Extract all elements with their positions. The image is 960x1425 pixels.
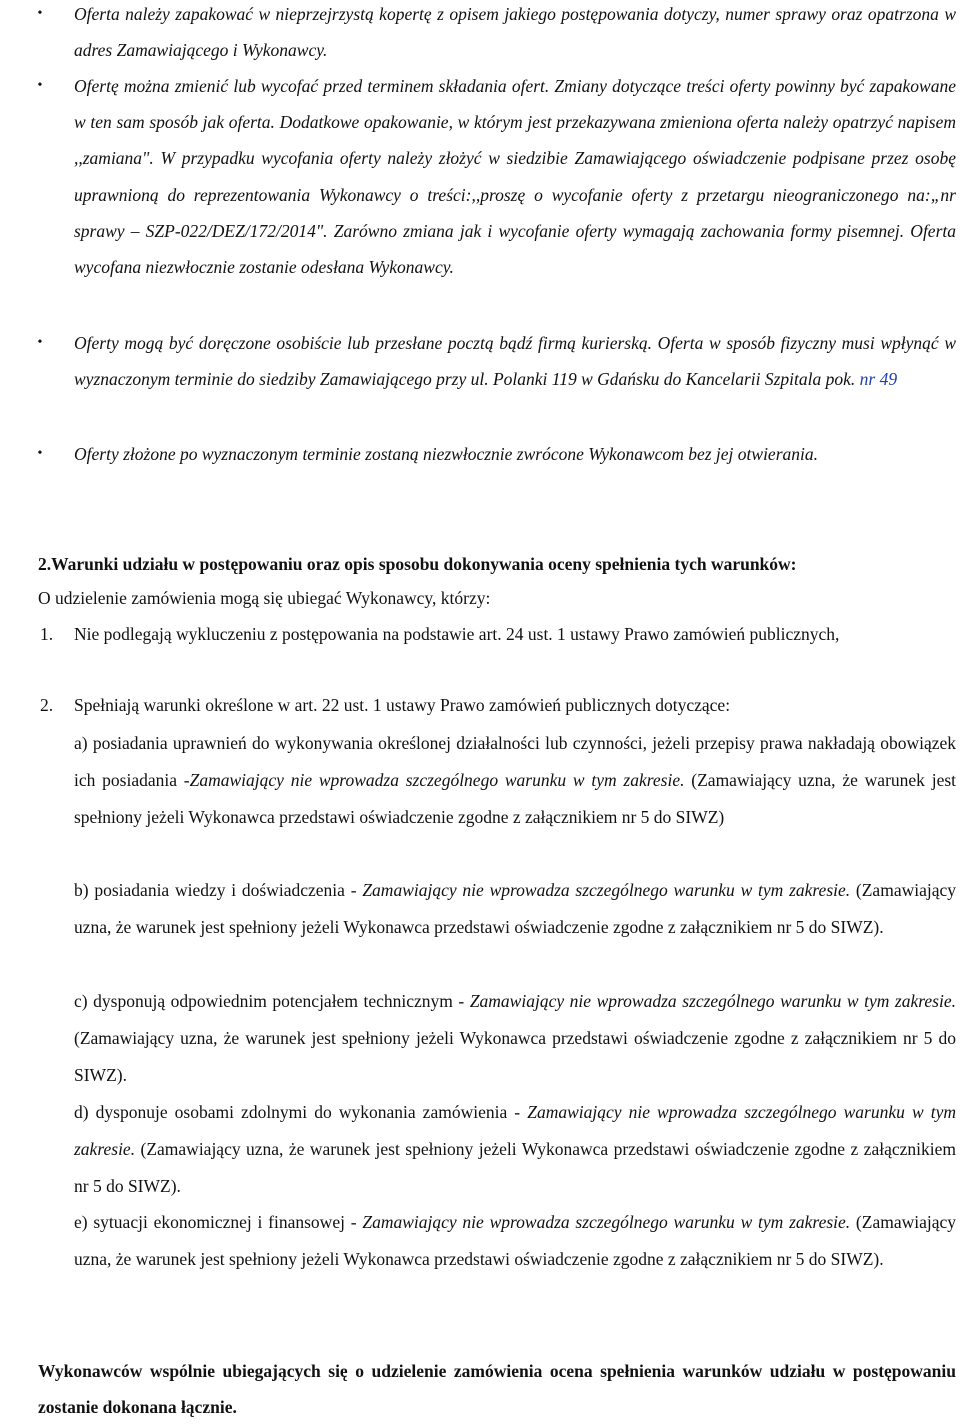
- numbered-item: [40, 688, 956, 723]
- bullet-text: Ofertę można zmienić lub wycofać przed terminem składania ofert. Zmiany dotyczące treści oferty powinny być zapakowane w ten sam sposób jak oferta. Dodatkowe opakowanie, w którym jest przekazywana zmieniona oferta należy opatrzyć napisem ,,zamiana". W przypadku wycofania oferty należy złożyć w siedzibie Zamawiającego oświadczenie podpisane przez osobę uprawnioną do reprezentowania Wykonawcy o treści:,,proszę o wycofanie oferty z przetargu nieograniczonego na:„nr sprawy – SZP-022/DEZ/172/2014". Zarówno zmiana jak i wycofanie oferty wymagają zachowania formy pisemnej. Oferta wycofana niezwłocznie zostanie odesłana Wykonawcy.: [74, 76, 956, 278]
- room-number: nr 49: [859, 369, 898, 390]
- bullet-icon: •: [37, 335, 43, 350]
- bullet-icon: •: [37, 78, 43, 93]
- condition-lead: d) dysponuje osobami zdolnymi do wykonania zamówienia -: [74, 1102, 528, 1122]
- bullet-icon: •: [37, 6, 43, 21]
- condition-italic: Zamawiający nie wprowadza szczególnego warunku w tym zakresie.: [74, 1102, 956, 1159]
- condition-note: (Zamawiający uzna, że warunek jest spełniony jeżeli Wykonawca przedstawi oświadczenie zgodne z załącznikiem nr 5 do SIWZ).: [74, 1138, 956, 1196]
- condition-italic: Zamawiający nie wprowadza szczególnego warunku w tym zakresie.: [189, 769, 685, 790]
- condition-lead: c) dysponują odpowiednim potencjałem technicznym -: [74, 991, 470, 1011]
- condition-lead: e) sytuacji ekonomicznej i finansowej -: [74, 1212, 363, 1232]
- numbered-item: [40, 617, 956, 652]
- condition-note: (Zamawiający uzna, że warunek jest spełniony jeżeli Wykonawca przedstawi oświadczenie zgodne z załącznikiem nr 5 do SIWZ): [74, 769, 957, 827]
- condition-italic: Zamawiający nie wprowadza szczególnego warunku w tym zakresie.: [469, 991, 956, 1011]
- bullet-item-packaging: [37, 0, 956, 68]
- item-number: 1.: [40, 624, 54, 644]
- condition-note: (Zamawiający uzna, że warunek jest spełniony jeżeli Wykonawca przedstawi oświadczenie zgodne z załącznikiem nr 5 do SIWZ).: [74, 880, 956, 937]
- condition-note: (Zamawiający uzna, że warunek jest spełniony jeżeli Wykonawca przedstawi oświadczenie zgodne z załącznikiem nr 5 do SIWZ).: [74, 1212, 957, 1269]
- condition-item-a: [74, 725, 956, 835]
- condition-lead: b) posiadania wiedzy i doświadczenia -: [74, 880, 363, 900]
- bullet-text: Oferty złożone po wyznaczonym terminie zostaną niezwłocznie zwrócone Wykonawcom bez jej otwierania.: [74, 444, 818, 464]
- item-text: Nie podlegają wykluczeniu z postępowania na podstawie art. 24 ust. 1 ustawy Prawo zamówień publicznych,: [74, 624, 840, 644]
- condition-note: (Zamawiający uzna, że warunek jest spełniony jeżeli Wykonawca przedstawi oświadczenie zgodne z załącznikiem nr 5 do SIWZ).: [74, 1027, 956, 1085]
- item-number: 2.: [40, 695, 54, 715]
- condition-lead: a) posiadania uprawnień do wykonywania określonej działalności lub czynności, jeżeli przepisy prawa nakładają obowiązek ich posiadania -: [74, 733, 956, 790]
- bullet-text: Oferty mogą być doręczone osobiście lub przesłane pocztą bądź firmą kurierską. Oferta w sposób fizyczny musi wpłynąć w wyznaczonym terminie do siedziby Zamawiającego przy ul. Polanki 119 w Gdańsku do Kancelarii Szpitala pok.: [74, 333, 956, 390]
- joint-assessment-note: Wykonawców wspólnie ubiegających się o udzielenie zamówienia ocena spełnienia warunków udziału w postępowaniu zostanie dokonana łącznie.: [38, 1361, 956, 1417]
- condition-item-b: [74, 872, 956, 946]
- condition-item-e: [74, 1204, 956, 1278]
- condition-italic: Zamawiający nie wprowadza szczególnego warunku w tym zakresie.: [362, 1212, 851, 1232]
- section-heading: 2.Warunki udziału w postępowaniu oraz opis sposobu dokonywania oceny spełnienia tych warunków:: [38, 554, 797, 574]
- condition-italic: Zamawiający nie wprowadza szczególnego warunku w tym zakresie.: [362, 880, 851, 900]
- condition-item-c: [74, 983, 956, 1093]
- section-intro: O udzielenie zamówienia mogą się ubiegać Wykonawcy, którzy:: [38, 588, 491, 608]
- bullet-item-late-offers: [37, 436, 956, 472]
- bullet-item-modification: [37, 68, 956, 285]
- bullet-text: Oferta należy zapakować w nieprzejrzystą kopertę z opisem jakiego postępowania dotyczy, numer sprawy oraz opatrzona w adres Zamawiającego i Wykonawcy.: [74, 4, 956, 61]
- condition-item-d: [74, 1094, 956, 1204]
- bullet-item-delivery: [37, 325, 956, 397]
- bullet-icon: •: [37, 446, 43, 461]
- item-text: Spełniają warunki określone w art. 22 ust. 1 ustawy Prawo zamówień publicznych dotyczące:: [74, 695, 731, 715]
